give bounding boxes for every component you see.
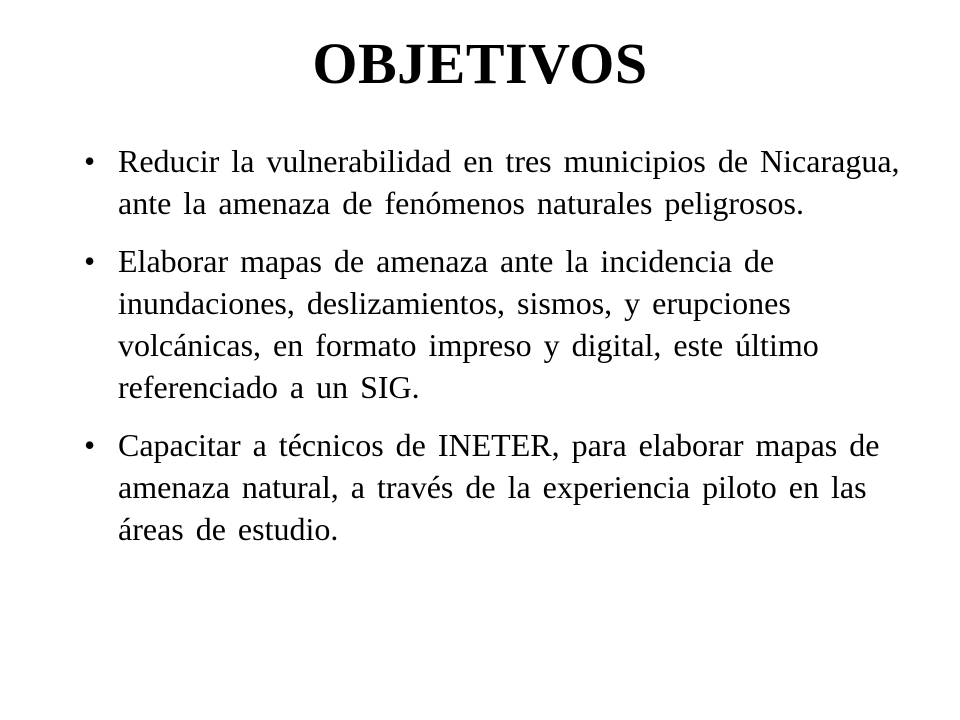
bullet-text: Elaborar mapas de amenaza ante la incidencia de inundaciones, deslizamientos, sismos, y erupciones volcánicas, en formato impreso y digital, este último referenciado a un SIG. bbox=[118, 243, 819, 405]
bullet-icon: • bbox=[84, 143, 96, 179]
list-item bbox=[84, 140, 904, 224]
bullet-icon: • bbox=[84, 427, 96, 463]
bullet-text: Capacitar a técnicos de INETER, para elaborar mapas de amenaza natural, a través de la experiencia piloto en las áreas de estudio. bbox=[118, 427, 880, 547]
objectives-list bbox=[84, 140, 904, 566]
slide-title: OBJETIVOS bbox=[312, 31, 648, 96]
bullet-text: Reducir la vulnerabilidad en tres municipios de Nicaragua, ante la amenaza de fenómenos naturales peligrosos. bbox=[118, 143, 900, 221]
list-item bbox=[84, 240, 904, 408]
list-item bbox=[84, 424, 904, 550]
bullet-icon: • bbox=[84, 243, 96, 279]
